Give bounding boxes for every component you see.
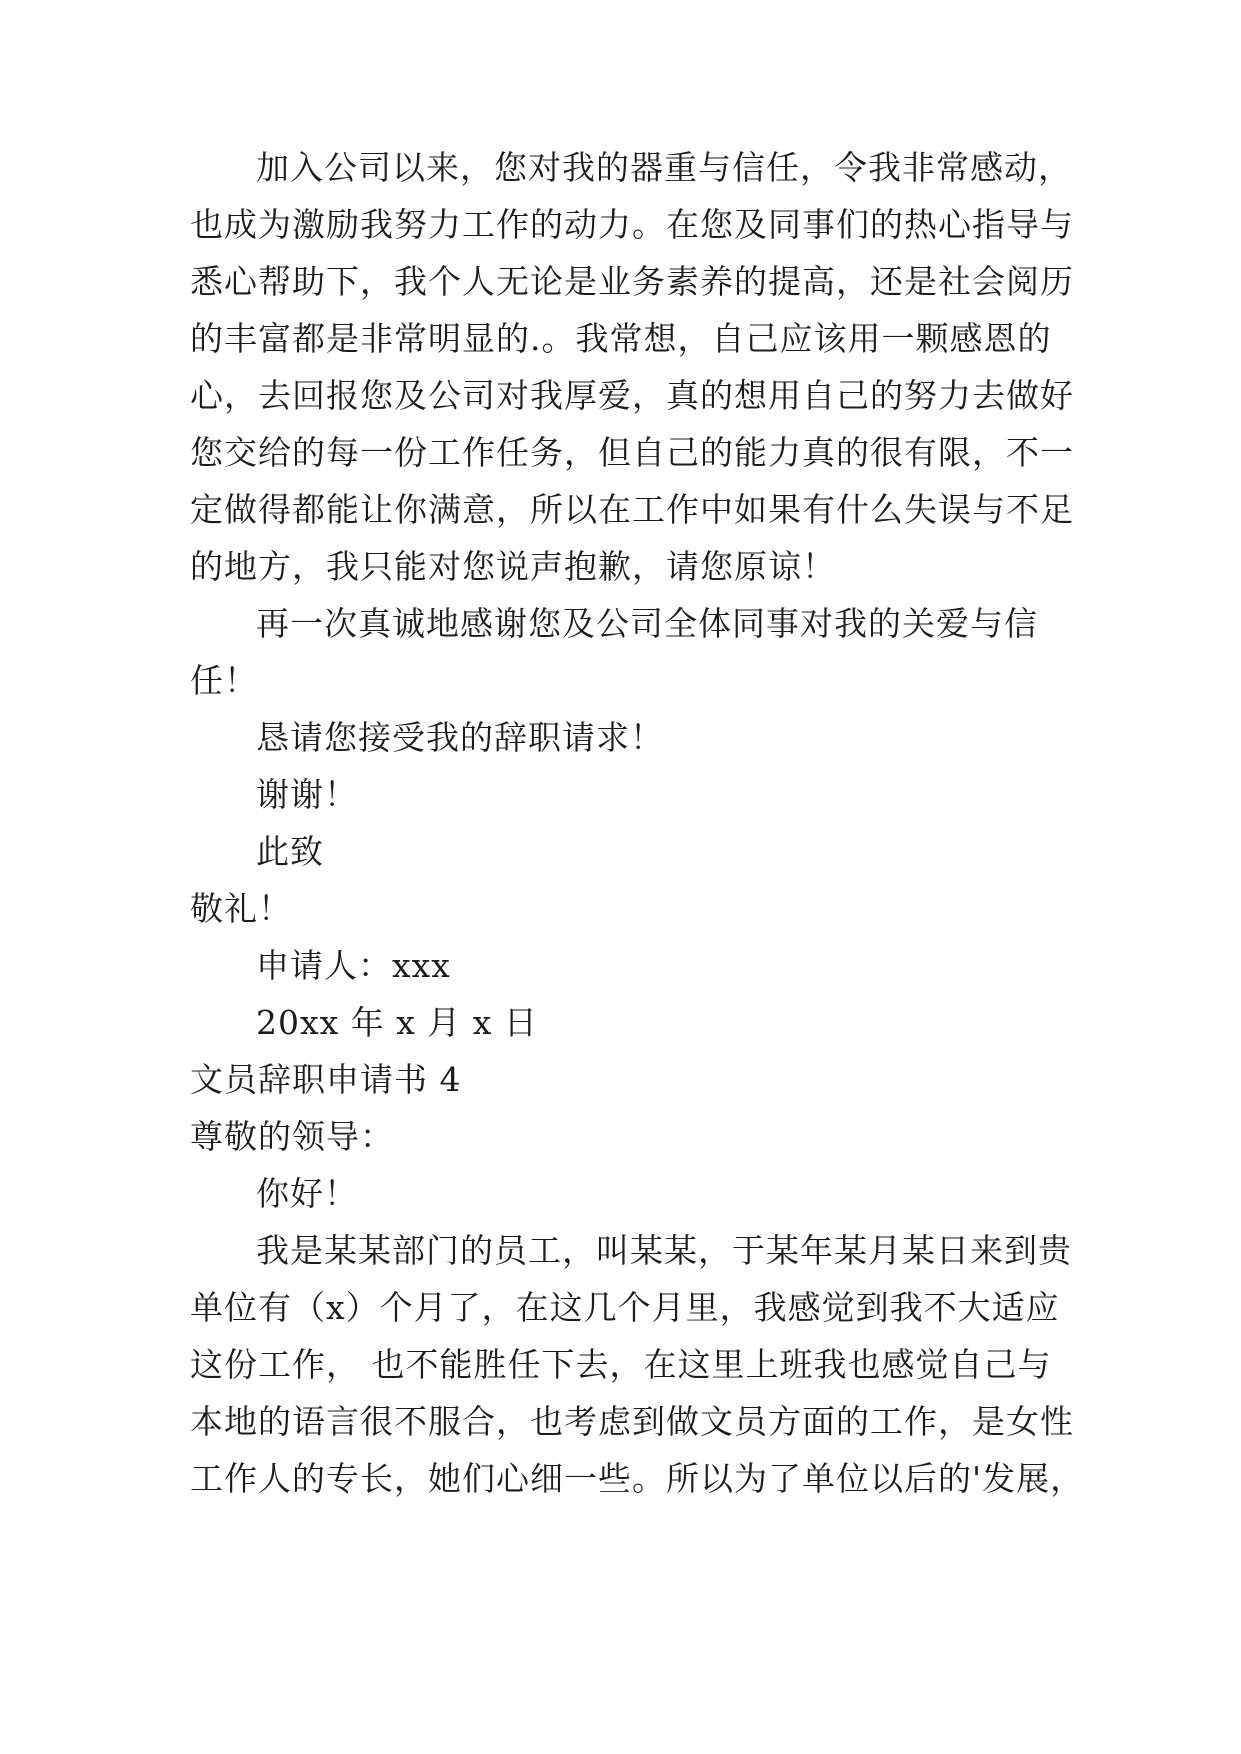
text-line: 心，去回报您及公司对我厚爱，真的想用自己的努力去做好	[190, 376, 1074, 415]
text-line: 悉心帮助下，我个人无论是业务素养的提高，还是社会阅历	[190, 262, 1074, 301]
text-line: 谢谢！	[256, 775, 358, 814]
text-line: 这份工作， 也不能胜任下去，在这里上班我也感觉自己与	[190, 1345, 1052, 1384]
closing-line: 此致	[256, 832, 324, 871]
applicant-line: 申请人：xxx	[256, 946, 451, 985]
text-line: 恳请您接受我的辞职请求！	[256, 718, 664, 757]
date-line: 20xx 年 x 月 x 日	[256, 1003, 538, 1042]
salutation-line: 敬礼！	[190, 889, 292, 928]
greeting-line: 尊敬的领导：	[190, 1117, 394, 1156]
text-line: 再一次真诚地感谢您及公司全体同事对我的关爱与信	[256, 604, 1038, 643]
text-line: 你好！	[256, 1174, 358, 1213]
text-line: 加入公司以来，您对我的器重与信任，令我非常感动，	[256, 148, 1072, 187]
text-line: 的地方，我只能对您说声抱歉，请您原谅！	[190, 547, 836, 586]
text-line: 工作人的专长，她们心细一些。所以为了单位以后的'发展，	[190, 1459, 1085, 1498]
text-line: 任！	[190, 661, 258, 700]
text-line: 您交给的每一份工作任务，但自己的能力真的很有限，不一	[190, 433, 1074, 472]
text-line: 我是某某部门的员工，叫某某，于某年某月某日来到贵	[256, 1231, 1072, 1270]
text-line: 本地的语言很不服合，也考虑到做文员方面的工作，是女性	[190, 1402, 1074, 1441]
text-line: 定做得都能让你满意，所以在工作中如果有什么失误与不足	[190, 490, 1074, 529]
text-line: 的丰富都是非常明显的.。我常想，自己应该用一颗感恩的	[190, 319, 1052, 358]
text-line: 也成为激励我努力工作的动力。在您及同事们的热心指导与	[190, 205, 1074, 244]
section-title: 文员辞职申请书 4	[190, 1060, 462, 1099]
text-line: 单位有（x）个月了，在这几个月里，我感觉到我不大适应	[190, 1288, 1060, 1327]
